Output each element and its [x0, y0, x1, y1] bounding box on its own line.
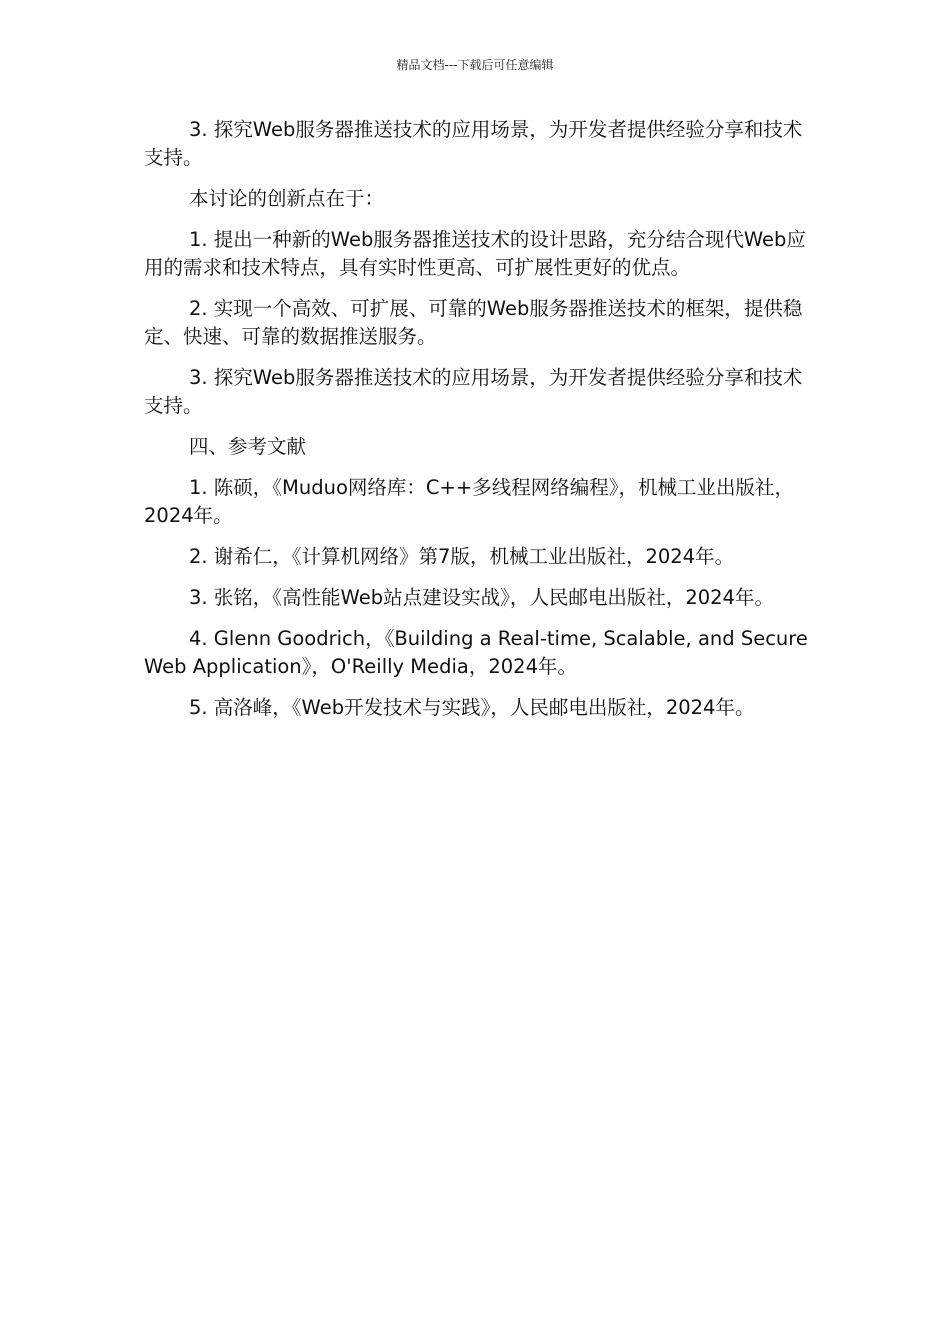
section-heading-references: 四、参考文献 [189, 435, 307, 458]
document-body [144, 116, 814, 735]
reference-item-4: 4. Glenn Goodrich，《Building a Real-time, Scalable, and Secure Web Application》，O'Reilly Media，2024年。 [144, 627, 808, 678]
reference-item-2: 2. 谢希仁，《计算机网络》第7版，机械工业出版社，2024年。 [189, 545, 735, 568]
paragraph-innovation-1: 1. 提出一种新的Web服务器推送技术的设计思路，充分结合现代Web应用的需求和技术特点，具有实时性更高、可扩展性更好的优点。 [144, 228, 806, 279]
paragraph-goal-3: 3. 探究Web服务器推送技术的应用场景，为开发者提供经验分享和技术支持。 [144, 118, 803, 169]
paragraph-innovation-intro: 本讨论的创新点在于： [189, 187, 385, 210]
page-header: 精品文档---下载后可任意编辑 [396, 58, 554, 72]
reference-item-5: 5. 高洛峰，《Web开发技术与实践》，人民邮电出版社，2024年。 [189, 696, 755, 719]
reference-item-3: 3. 张铭，《高性能Web站点建设实战》，人民邮电出版社，2024年。 [189, 586, 774, 609]
paragraph-innovation-2: 2. 实现一个高效、可扩展、可靠的Web服务器推送技术的框架，提供稳定、快速、可靠的数据推送服务。 [144, 297, 803, 348]
reference-item-1: 1. 陈硕，《Muduo网络库：C++多线程网络编程》，机械工业出版社，2024年。 [144, 476, 794, 527]
paragraph-innovation-3: 3. 探究Web服务器推送技术的应用场景，为开发者提供经验分享和技术支持。 [144, 366, 803, 417]
